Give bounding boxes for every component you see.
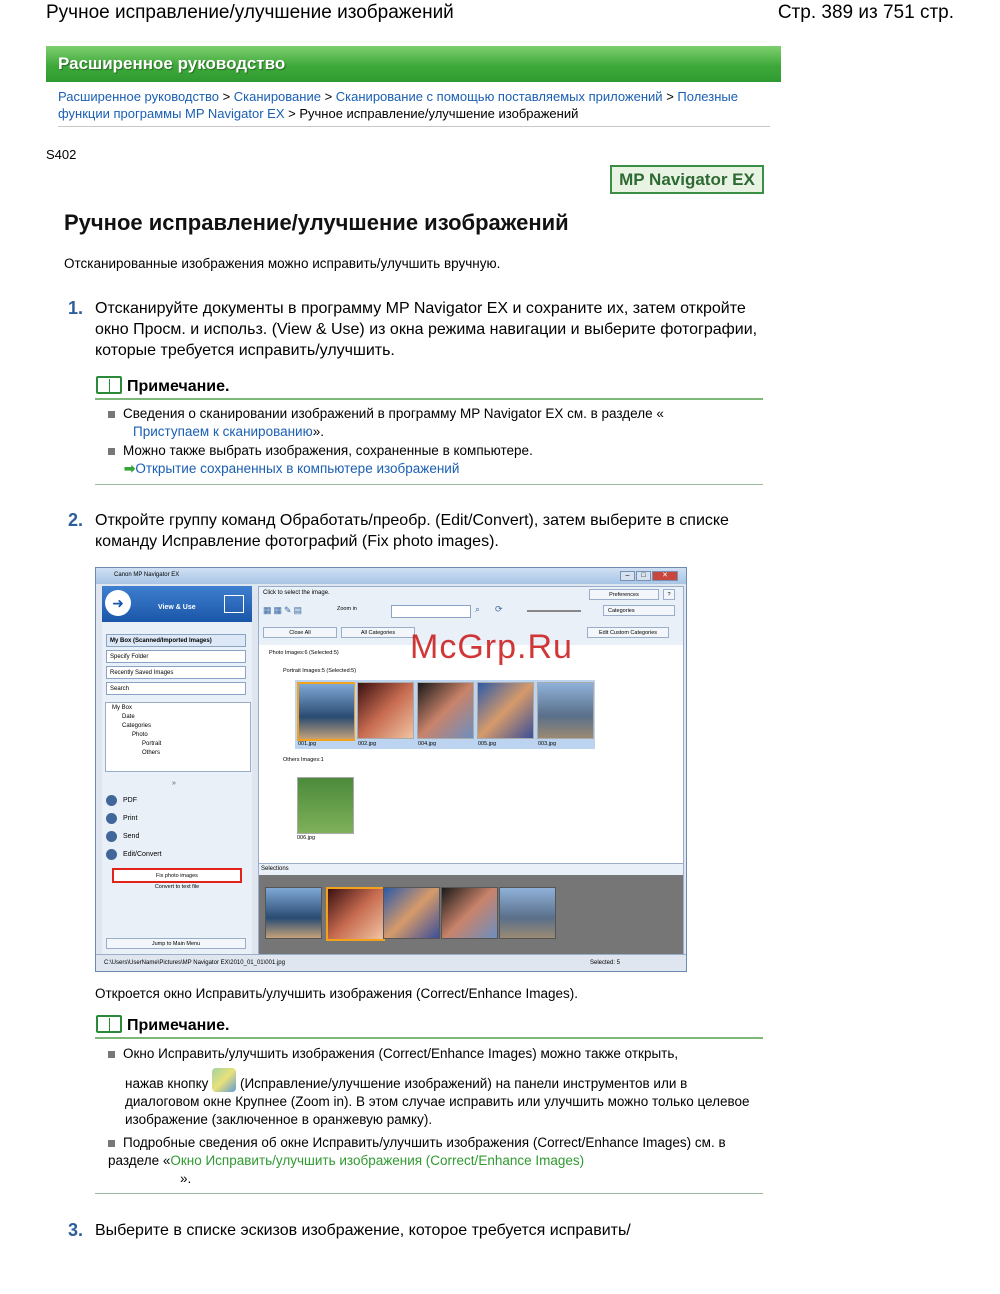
document-code: S402 bbox=[46, 147, 77, 162]
group-others[interactable]: Others Images:1 bbox=[283, 757, 324, 763]
thumbnail-image[interactable] bbox=[537, 682, 594, 739]
selection-thumb[interactable] bbox=[326, 887, 385, 941]
breadcrumb-sep: > bbox=[288, 106, 296, 121]
bullet-text: Подробные сведения об окне Исправить/улучшить изображения (Correct/Enhance Images) см. в разделе « bbox=[108, 1135, 726, 1168]
recently-saved-button[interactable]: Recently Saved Images bbox=[106, 666, 246, 679]
note-divider bbox=[95, 1037, 763, 1039]
print-command[interactable]: Print bbox=[106, 810, 162, 828]
mode-header bbox=[102, 586, 252, 622]
intro-text: Отсканированные изображения можно исправить/улучшить вручную. bbox=[64, 256, 501, 271]
note-bullet-continued bbox=[125, 1068, 755, 1129]
breadcrumb-link[interactable]: Сканирование bbox=[233, 89, 321, 104]
arrow-right-icon: ➡ bbox=[124, 461, 136, 476]
breadcrumb-current: Ручное исправление/улучшение изображений bbox=[299, 106, 579, 121]
note-book-icon bbox=[96, 1015, 122, 1033]
selection-thumb[interactable] bbox=[383, 887, 440, 939]
convert-to-text-button[interactable]: Convert to text file bbox=[154, 884, 200, 890]
breadcrumb-sep: > bbox=[222, 89, 231, 104]
close-icon[interactable]: ✕ bbox=[652, 571, 678, 581]
bullet-square bbox=[108, 448, 115, 455]
thumbnail-caption: 002.jpg bbox=[358, 741, 377, 747]
bullet-square bbox=[108, 1140, 115, 1147]
link-correct-enhance-window[interactable]: Окно Исправить/улучшить изображения (Correct/Enhance Images) bbox=[170, 1153, 585, 1168]
tree-item[interactable]: Others bbox=[142, 750, 161, 756]
thumbnail-caption: 001.jpg bbox=[298, 741, 317, 747]
send-command[interactable]: Send bbox=[106, 828, 162, 846]
tree-item[interactable]: Date bbox=[122, 714, 135, 720]
thumbnail-cell[interactable] bbox=[295, 680, 355, 749]
selection-thumb[interactable] bbox=[499, 887, 556, 939]
view-use-icon bbox=[224, 595, 244, 613]
thumbnail-caption: 004.jpg bbox=[418, 741, 437, 747]
step-text: Выберите в списке эскизов изображение, которое требуется исправить/ bbox=[95, 1222, 631, 1239]
status-bar bbox=[96, 954, 686, 972]
edit-icon bbox=[106, 849, 117, 860]
note-title: Примечание. bbox=[127, 378, 230, 395]
thumbnail-image[interactable] bbox=[477, 682, 534, 739]
search-button[interactable]: Search bbox=[106, 682, 246, 695]
note-end-divider bbox=[95, 484, 763, 485]
all-categories-button[interactable]: All Categories bbox=[341, 627, 415, 638]
bullet-text: Сведения о сканировании изображений в программу MP Navigator EX см. в разделе « bbox=[123, 406, 664, 421]
my-box-button[interactable]: My Box (Scanned/Imported Images) bbox=[106, 634, 246, 647]
search-icon[interactable]: ⌕ bbox=[475, 604, 481, 614]
selection-thumb[interactable] bbox=[441, 887, 498, 939]
note-book-icon bbox=[96, 376, 122, 394]
fix-image-tool-icon bbox=[212, 1068, 236, 1092]
thumbnail-cell[interactable] bbox=[535, 680, 595, 749]
link-getting-started[interactable]: Приступаем к сканированию bbox=[133, 424, 313, 439]
command-list bbox=[106, 792, 162, 864]
note-divider bbox=[95, 398, 763, 400]
fix-photo-images-button[interactable]: Fix photo images bbox=[112, 868, 242, 883]
divider bbox=[58, 126, 770, 127]
breadcrumb-link[interactable]: Расширенное руководство bbox=[58, 89, 219, 104]
edit-custom-categories-button[interactable]: Edit Custom Categories bbox=[587, 627, 669, 638]
toolbar-icons[interactable]: ▦▦✎▤ bbox=[263, 605, 305, 615]
tree-item[interactable]: Portrait bbox=[142, 741, 162, 747]
edit-convert-command[interactable]: Edit/Convert bbox=[106, 846, 162, 864]
thumbnail-cell[interactable] bbox=[415, 680, 475, 749]
breadcrumb-sep: > bbox=[324, 89, 333, 104]
help-button[interactable]: ? bbox=[663, 589, 675, 600]
print-icon bbox=[106, 813, 117, 824]
note-end-divider bbox=[95, 1193, 763, 1194]
specify-folder-button[interactable]: Specify Folder bbox=[106, 650, 246, 663]
back-arrow-icon[interactable]: ➜ bbox=[105, 590, 131, 616]
watermark: McGrp.Ru bbox=[410, 628, 573, 666]
step-number: 3. bbox=[68, 1220, 84, 1240]
maximize-icon[interactable]: □ bbox=[636, 571, 651, 581]
preferences-button[interactable]: Preferences bbox=[589, 589, 659, 600]
thumbnail-caption: 005.jpg bbox=[478, 741, 497, 747]
app-screenshot bbox=[95, 567, 687, 972]
bullet-text: Окно Исправить/улучшить изображения (Correct/Enhance Images) можно также открыть, bbox=[123, 1046, 679, 1061]
result-text: Откроется окно Исправить/улучшить изображения (Correct/Enhance Images). bbox=[95, 986, 579, 1001]
window-title: Canon MP Navigator EX bbox=[114, 572, 180, 578]
section-banner bbox=[46, 46, 781, 82]
mode-label: View & Use bbox=[158, 604, 196, 611]
tree-item[interactable]: Photo bbox=[132, 732, 148, 738]
click-hint: Click to select the image. bbox=[263, 590, 330, 596]
thumbnail-cell[interactable] bbox=[355, 680, 415, 749]
thumbnail-caption: 006.jpg bbox=[297, 835, 316, 841]
send-icon bbox=[106, 831, 117, 842]
categories-select[interactable]: Categories bbox=[603, 605, 675, 616]
left-panel bbox=[102, 586, 252, 962]
window-titlebar bbox=[96, 568, 686, 584]
status-path: C:\Users\UserName\Pictures\MP Navigator EX\2010_01_01\001.jpg bbox=[104, 960, 285, 966]
banner-label: Расширенное руководство bbox=[58, 54, 286, 73]
bullet-text: нажав кнопку bbox=[125, 1076, 209, 1091]
thumbnail-cell[interactable] bbox=[475, 680, 535, 749]
refresh-icon[interactable]: ⟳ bbox=[495, 604, 503, 614]
group-photo[interactable]: Photo Images:6 (Selected:5) bbox=[269, 650, 339, 656]
bullet-tail: ». bbox=[180, 1171, 192, 1186]
collapse-chevron-icon[interactable]: » bbox=[172, 780, 176, 787]
note-bullet bbox=[108, 1045, 753, 1063]
thumbnail-image[interactable] bbox=[297, 682, 356, 741]
selection-thumb[interactable] bbox=[265, 887, 322, 939]
breadcrumb-link[interactable]: Сканирование с помощью поставляемых приложений bbox=[335, 89, 663, 104]
close-all-button[interactable]: Close All bbox=[263, 627, 337, 638]
group-portrait[interactable]: Portrait Images:5 (Selected:5) bbox=[283, 668, 357, 674]
zoom-slider[interactable] bbox=[527, 610, 581, 612]
page-title: Ручное исправление/улучшение изображений bbox=[64, 210, 569, 235]
page-number: Стр. 389 из 751 стр. bbox=[777, 2, 954, 23]
selections-label: Selections bbox=[261, 866, 289, 872]
search-input[interactable] bbox=[391, 605, 471, 618]
thumbnail-caption: 003.jpg bbox=[538, 741, 557, 747]
zoom-in-label[interactable]: Zoom in bbox=[337, 606, 357, 612]
tree-item[interactable]: Categories bbox=[122, 723, 152, 729]
thumbnail-image[interactable] bbox=[357, 682, 414, 739]
step-number: 2. bbox=[68, 510, 84, 530]
step-text: Откройте группу команд Обработать/преобр. (Edit/Convert), затем выберите в списке команду Исправление фотографий (Fix photo images). bbox=[95, 512, 729, 550]
breadcrumb bbox=[58, 88, 768, 122]
bullet-square bbox=[108, 411, 115, 418]
folder-tree[interactable] bbox=[105, 702, 251, 772]
product-logo: MP Navigator EX bbox=[610, 165, 764, 194]
thumbnail-image[interactable] bbox=[297, 777, 354, 834]
minimize-icon[interactable]: – bbox=[620, 571, 635, 581]
step-number: 1. bbox=[68, 298, 84, 318]
pdf-icon bbox=[106, 795, 117, 806]
page-header-title: Ручное исправление/улучшение изображений bbox=[46, 2, 454, 23]
bullet-text: (Исправление/улучшение изображений) на панели инструментов или в диалоговом окне Крупнее (Zoom in). В этом случае исправить или улучшить можно только целевое изображение (заключенное в оранжевую рамку). bbox=[125, 1076, 750, 1127]
note-bullet bbox=[108, 442, 748, 478]
status-selected: Selected: 5 bbox=[590, 960, 621, 966]
note-title: Примечание. bbox=[127, 1017, 230, 1034]
thumbnail-image[interactable] bbox=[417, 682, 474, 739]
note-bullet bbox=[108, 405, 748, 441]
jump-main-menu-button[interactable]: Jump to Main Menu bbox=[106, 938, 246, 949]
breadcrumb-sep: > bbox=[666, 89, 674, 104]
bullet-text: Можно также выбрать изображения, сохраненные в компьютере. bbox=[123, 443, 533, 458]
pdf-command[interactable]: PDF bbox=[106, 792, 162, 810]
bullet-square bbox=[108, 1051, 115, 1058]
breadcrumb-link[interactable]: Полезные функции программы MP Navigator EX bbox=[58, 89, 738, 121]
step-text: Отсканируйте документы в программу MP Navigator EX и сохраните их, затем откройте окно Просм. и использ. (View & Use) из окна режима навигации и выберите фотографии, которые требуется исправить/улучшить. bbox=[95, 300, 758, 359]
note-bullet bbox=[108, 1134, 753, 1188]
tree-item[interactable]: My Box bbox=[112, 705, 133, 711]
bullet-tail: ». bbox=[312, 424, 324, 439]
link-open-saved-images[interactable]: Открытие сохраненных в компьютере изображений bbox=[135, 461, 460, 476]
